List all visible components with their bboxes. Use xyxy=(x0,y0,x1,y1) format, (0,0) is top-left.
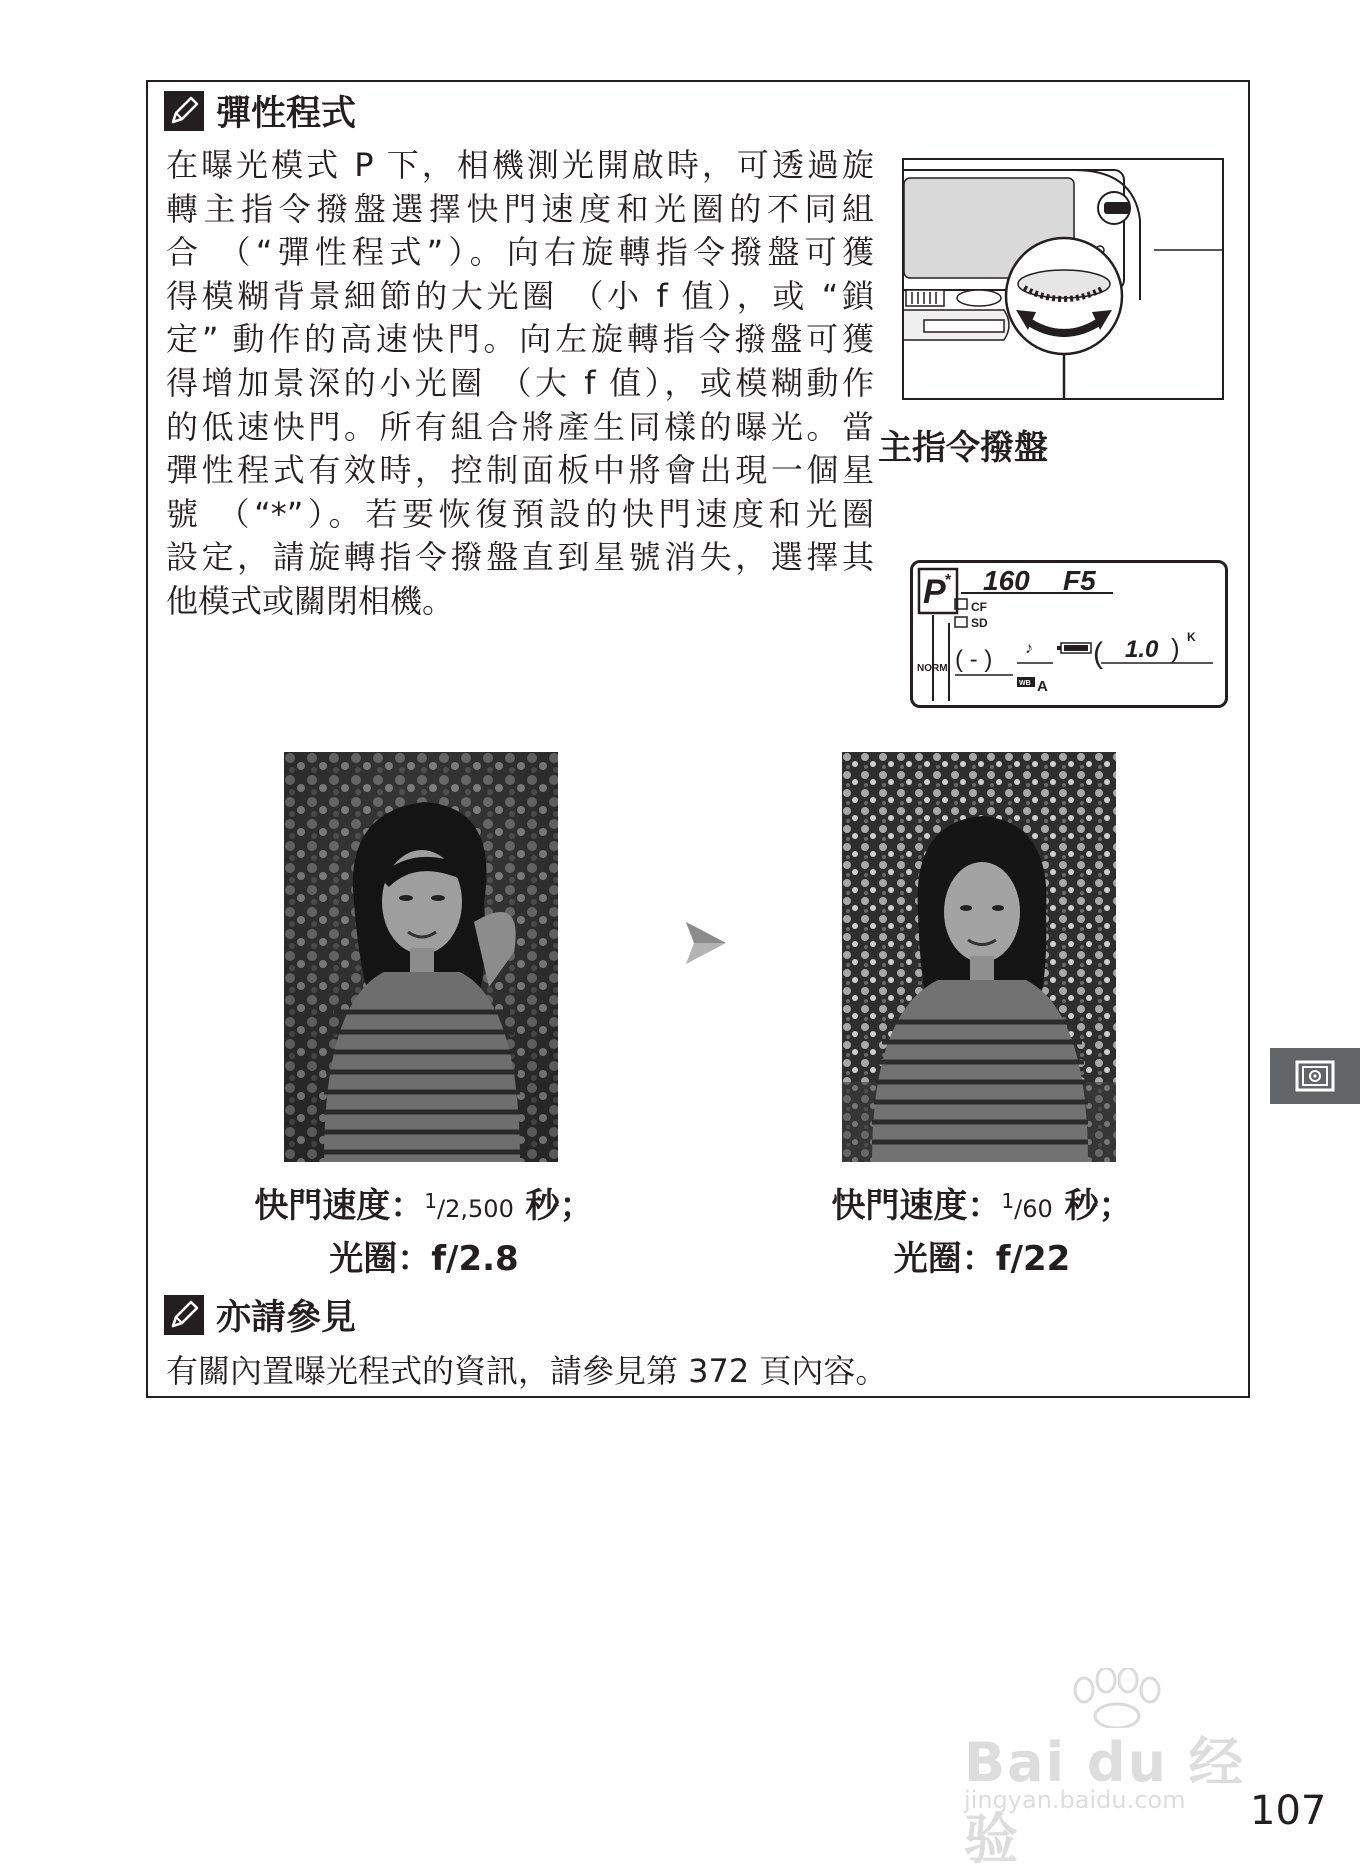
sample-photo-small-aperture xyxy=(842,752,1116,1162)
note-line: 彈性程式有效時，控制面板中將會出現一個星 xyxy=(166,451,874,490)
lcd-remaining-unit: K xyxy=(1187,630,1196,644)
main-command-dial-label: 主指令撥盤 xyxy=(878,428,1048,468)
note-line: 號 （“*”）。若要恢復預設的快門速度和光圈 xyxy=(166,494,874,533)
lcd-bracket: ( - ) xyxy=(955,646,993,673)
caption-small-aperture xyxy=(772,1176,1192,1284)
caption-shutter-fraction: $^1$/60 xyxy=(1001,1189,1053,1223)
note-line: 設定，請旋轉指令撥盤直到星號消失，選擇其 xyxy=(166,538,874,577)
lcd-paren-icon: ( xyxy=(1093,637,1103,670)
caption-aperture: 光圈：f/2.8 xyxy=(329,1239,519,1279)
watermark-brand: Bai du 经验 xyxy=(964,1731,1245,1871)
paw-logo-icon xyxy=(1054,1668,1174,1728)
caption-shutter-numerator: 1 xyxy=(1001,1189,1015,1213)
note-line: 定” 動作的高速快門。向左旋轉指令撥盤可獲 xyxy=(166,320,874,359)
caption-large-aperture xyxy=(214,1176,634,1284)
arrow-right-icon xyxy=(682,918,730,968)
exposure-mode-icon xyxy=(1295,1060,1335,1092)
lcd-shutter: 160 xyxy=(983,565,1030,596)
note-line: 得增加景深的小光圈 （大 f 值），或模糊動作 xyxy=(166,363,874,402)
note-line: 得模糊背景細節的大光圈 （小 f 值），或 “鎖 xyxy=(166,276,874,315)
note-frame xyxy=(146,80,1250,1398)
caption-shutter-prefix: 快門速度： xyxy=(254,1186,425,1226)
lcd-flex-star: * xyxy=(945,572,952,589)
lcd-paren-close-icon: ) xyxy=(1171,633,1180,663)
see-also-title: 亦請參見 xyxy=(216,1298,357,1338)
caption-shutter-denominator: 2,500 xyxy=(445,1195,514,1223)
note-line: 的低速快門。所有組合將產生同樣的曝光。當 xyxy=(166,407,874,446)
lcd-card-cf: CF xyxy=(971,600,987,614)
lcd-wb-mode: A xyxy=(1037,678,1048,695)
caption-aperture: 光圈：f/22 xyxy=(893,1239,1071,1279)
lcd-wb: WB xyxy=(1019,680,1031,687)
lcd-beep-icon: ♪ xyxy=(1025,640,1033,657)
caption-shutter-suffix: 秒； xyxy=(513,1186,594,1226)
see-also-text: 有關內置曝光程式的資訊，請參見第 372 頁內容。 xyxy=(166,1352,888,1390)
see-also-heading xyxy=(164,1290,356,1340)
caption-shutter-numerator: 1 xyxy=(424,1189,438,1213)
camera-dial-illustration xyxy=(902,158,1224,400)
note-body xyxy=(166,144,874,624)
watermark-url: jingyan.baidu.com xyxy=(964,1786,1186,1814)
note-line: 合 （“彈性程式”）。向右旋轉指令撥盤可獲 xyxy=(166,233,874,272)
note-line: 在曝光模式 P 下，相機測光開啟時，可透過旋 xyxy=(166,146,874,184)
note-line: 轉主指令撥盤選擇快門速度和光圈的不同組 xyxy=(166,189,874,228)
sample-photo-large-aperture xyxy=(284,752,558,1162)
caption-shutter-denominator: 60 xyxy=(1022,1195,1053,1223)
section-tab[interactable] xyxy=(1270,1048,1360,1104)
lcd-remaining: 1.0 xyxy=(1125,636,1159,663)
lcd-quality: NORM xyxy=(917,663,948,674)
baidu-watermark xyxy=(964,1668,1264,1871)
note-title: 彈性程式 xyxy=(216,94,357,134)
caption-shutter-prefix: 快門速度： xyxy=(831,1186,1002,1226)
lcd-card-sd: SD xyxy=(971,616,988,630)
lcd-aperture: F5 xyxy=(1063,565,1096,596)
caption-shutter-suffix: 秒； xyxy=(1052,1186,1133,1226)
page-number: 107 xyxy=(1250,1788,1327,1834)
pencil-note-icon xyxy=(164,91,204,131)
pencil-note-icon xyxy=(164,1295,204,1335)
caption-shutter-fraction: $^1$/2,500 xyxy=(424,1189,514,1223)
control-panel-lcd xyxy=(910,560,1228,708)
note-line: 他模式或關閉相機。 xyxy=(166,581,455,620)
note-heading xyxy=(164,86,356,136)
lcd-mode: P xyxy=(923,573,946,611)
